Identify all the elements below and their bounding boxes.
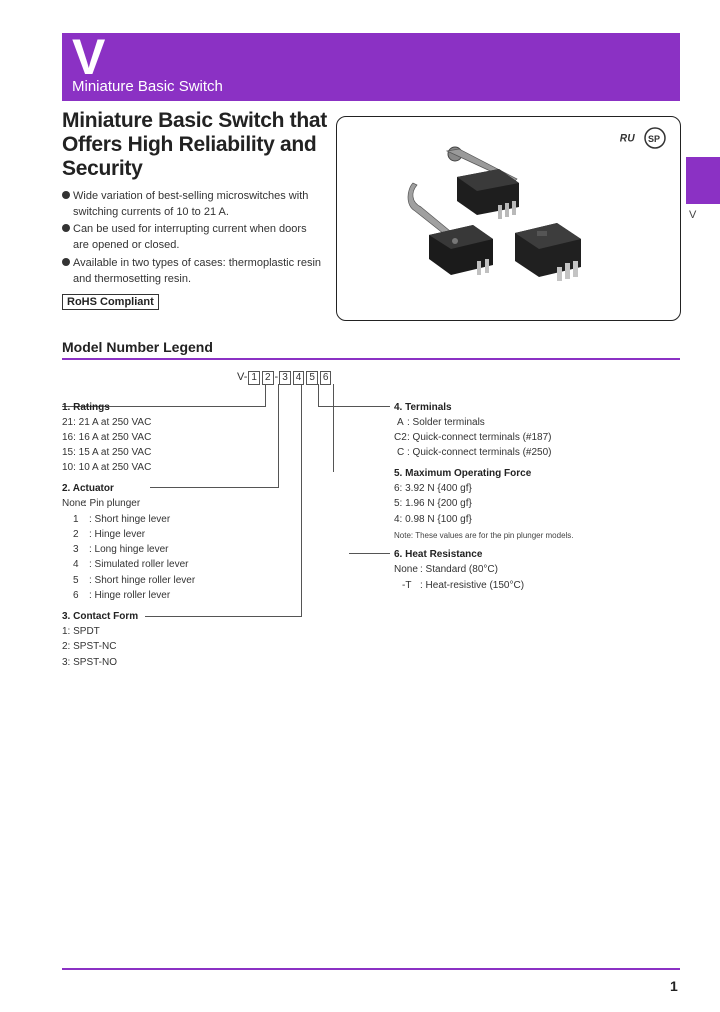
heat-code: None bbox=[394, 564, 418, 575]
actuator-code: 1 bbox=[73, 514, 79, 525]
side-index-tab[interactable] bbox=[686, 157, 720, 204]
section-rule bbox=[62, 358, 680, 360]
actuator-code: 3 bbox=[73, 544, 79, 555]
code-box: 2 bbox=[262, 371, 274, 385]
feature-continuation: switching currents of 10 to 21 A. bbox=[73, 206, 229, 218]
certification-marks-icon bbox=[617, 125, 667, 151]
header-band bbox=[62, 29, 680, 101]
svg-text:SP: SP bbox=[648, 134, 661, 144]
contact-heading: 3. Contact Form bbox=[62, 611, 139, 622]
actuator-code: 6 bbox=[73, 590, 79, 601]
ratings-heading: 1. Ratings bbox=[62, 402, 110, 413]
actuator-desc: : Hinge roller lever bbox=[89, 590, 171, 601]
svg-text:ᴿᵁ: ᴿᵁ bbox=[619, 132, 635, 149]
terminals-code: C2 bbox=[394, 432, 407, 443]
contact-item: 1: SPDT bbox=[62, 626, 100, 637]
side-tab-label: V bbox=[689, 209, 697, 221]
rohs-badge: RoHS Compliant bbox=[62, 294, 159, 310]
heat-code: -T bbox=[402, 580, 412, 591]
bullet-icon bbox=[62, 258, 70, 266]
actuator-code: 4 bbox=[73, 559, 79, 570]
connector-line bbox=[150, 487, 279, 488]
headline-line-1: Miniature Basic Switch that bbox=[62, 109, 327, 132]
ratings-item: 10: 10 A at 250 VAC bbox=[62, 462, 152, 473]
model-code: V- 1 2 - 3 4 5 6 bbox=[237, 371, 332, 385]
product-image-frame bbox=[336, 116, 681, 321]
terminals-code: C bbox=[397, 447, 405, 458]
actuator-desc: : Short hinge roller lever bbox=[89, 575, 196, 586]
force-heading: 5. Maximum Operating Force bbox=[394, 468, 532, 479]
feature-bullet: Wide variation of best-selling microswitches with bbox=[62, 188, 308, 204]
ratings-item: 15: 15 A at 250 VAC bbox=[62, 447, 152, 458]
heat-desc: : Standard (80°C) bbox=[420, 564, 498, 575]
actuator-code: 2 bbox=[73, 529, 79, 540]
ratings-item: 21: 21 A at 250 VAC bbox=[62, 417, 152, 428]
code-box: 1 bbox=[248, 371, 260, 385]
actuator-desc: : Simulated roller lever bbox=[89, 559, 189, 570]
series-letter: V bbox=[72, 29, 106, 85]
terminals-desc: : Solder terminals bbox=[407, 417, 485, 428]
code-box: 6 bbox=[320, 371, 332, 385]
code-box: 3 bbox=[279, 371, 291, 385]
contact-item: 2: SPST-NC bbox=[62, 641, 117, 652]
ratings-item: 16: 16 A at 250 VAC bbox=[62, 432, 152, 443]
connector-line bbox=[318, 384, 319, 406]
force-item: 6: 3.92 N {400 gf} bbox=[394, 483, 472, 494]
actuator-code: 5 bbox=[73, 575, 79, 586]
feature-bullet: Can be used for interrupting current when doors bbox=[62, 221, 307, 237]
force-note: Note: These values are for the pin plunger models. bbox=[394, 531, 574, 540]
page-number: 1 bbox=[670, 978, 678, 994]
connector-line bbox=[318, 406, 390, 407]
connector-line bbox=[278, 384, 279, 488]
headline-line-3: Security bbox=[62, 157, 143, 180]
heat-desc: : Heat-resistive (150°C) bbox=[420, 580, 525, 591]
section-title: Model Number Legend bbox=[62, 339, 213, 355]
footer-rule bbox=[62, 968, 680, 970]
connector-line bbox=[333, 384, 334, 472]
contact-item: 3: SPST-NO bbox=[62, 657, 118, 668]
connector-line bbox=[301, 384, 302, 616]
code-box: 5 bbox=[306, 371, 318, 385]
terminals-desc: : Quick-connect terminals (#187) bbox=[407, 432, 552, 443]
heat-heading: 6. Heat Resistance bbox=[394, 549, 483, 560]
series-subtitle: Miniature Basic Switch bbox=[72, 78, 223, 95]
terminals-desc: : Quick-connect terminals (#250) bbox=[407, 447, 552, 458]
connector-line bbox=[145, 616, 302, 617]
actuator-desc: : Hinge lever bbox=[89, 529, 146, 540]
actuator-desc: : Short hinge lever bbox=[89, 514, 171, 525]
terminals-heading: 4. Terminals bbox=[394, 402, 452, 413]
actuator-desc: : Pin plunger bbox=[84, 498, 141, 509]
bullet-icon bbox=[62, 224, 70, 232]
code-box: 4 bbox=[293, 371, 305, 385]
feature-continuation: and thermosetting resin. bbox=[73, 273, 192, 285]
feature-continuation: are opened or closed. bbox=[73, 239, 180, 251]
connector-line bbox=[349, 553, 390, 554]
product-photo bbox=[397, 137, 607, 307]
connector-line bbox=[265, 384, 266, 406]
actuator-heading: 2. Actuator bbox=[62, 483, 114, 494]
bullet-icon bbox=[62, 191, 70, 199]
actuator-desc: : Long hinge lever bbox=[89, 544, 169, 555]
actuator-code: None bbox=[62, 498, 86, 509]
force-item: 5: 1.96 N {200 gf} bbox=[394, 498, 472, 509]
force-item: 4: 0.98 N {100 gf} bbox=[394, 514, 472, 525]
terminals-code: A bbox=[397, 417, 404, 428]
feature-bullet: Available in two types of cases: thermoplastic resin bbox=[62, 255, 321, 271]
headline-line-2: Offers High Reliability and bbox=[62, 133, 317, 156]
